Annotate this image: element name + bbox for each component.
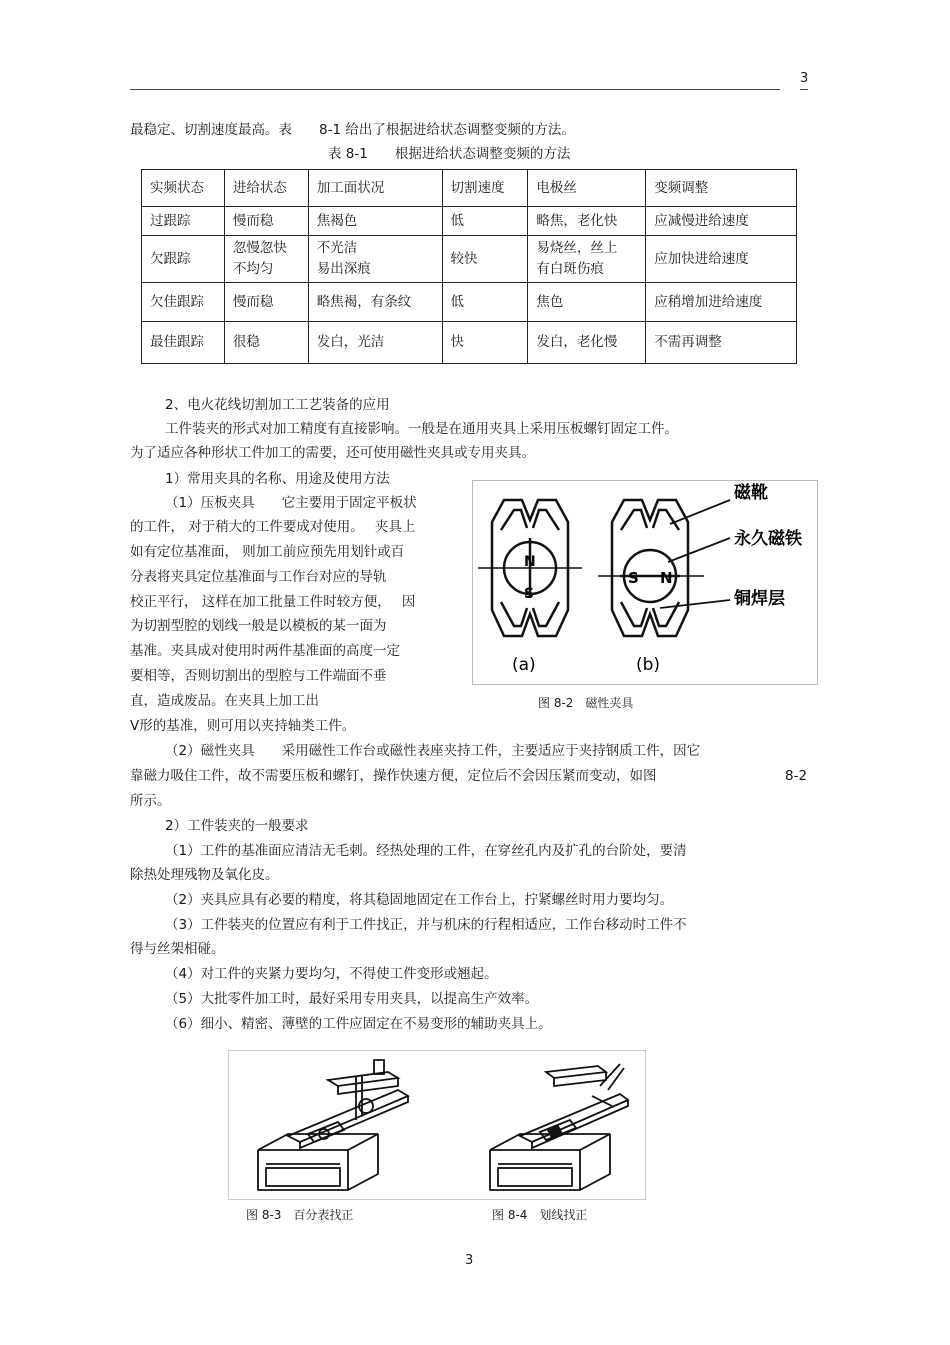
table-row [142, 207, 797, 236]
paragraph-line: 的工件， 对于稍大的工件要成对使用。 夹具上 [130, 519, 416, 535]
table-header-cell: 切割速度 [442, 170, 528, 207]
table-row [142, 236, 797, 283]
table-cell: 应减慢进给速度 [646, 207, 797, 236]
requirement-line: （6）细小、精密、薄壁的工件应固定在不易变形的辅助夹具上。 [165, 1016, 552, 1032]
pole-n-label-a: N [524, 554, 536, 570]
header-rule [130, 89, 780, 90]
table-cell: 快 [442, 322, 528, 364]
paragraph-line: 要相等，否则切割出的型腔与工件端面不垂 [130, 668, 387, 684]
paragraph-line: 为切割型腔的划线一般是以模板的某一面为 [130, 618, 387, 634]
table-cell: 低 [442, 283, 528, 322]
section-heading: 2、电火花线切割加工工艺装备的应用 [165, 397, 390, 413]
requirement-line: 除热处理残物及氧化皮。 [130, 867, 279, 883]
table-cell: 欠跟踪 [142, 236, 225, 283]
paragraph-line: 为了适应各种形状工件加工的需要，还可使用磁性夹具或专用夹具。 [130, 445, 535, 461]
label-copper-weld: 铜焊层 [734, 589, 785, 609]
table-cell: 最佳跟踪 [142, 322, 225, 364]
table-cell: 不光洁 易出深痕 [308, 236, 442, 283]
table-cell: 较快 [442, 236, 528, 283]
table-header-row [142, 170, 797, 207]
feed-state-table [141, 169, 797, 364]
paragraph-line: 所示。 [130, 793, 171, 809]
requirement-line: （3）工件装夹的位置应有利于工件找正，并与机床的行程相适应，工作台移动时工件不 [165, 917, 687, 933]
table-cell: 欠佳跟踪 [142, 283, 225, 322]
paragraph-line: 直，造成废品。在夹具上加工出 [130, 693, 319, 709]
table-row [142, 283, 797, 322]
requirement-line: 得与丝架相碰。 [130, 941, 225, 957]
table-cell: 慢而稳 [224, 283, 308, 322]
table-cell: 略焦，老化快 [528, 207, 646, 236]
paragraph-line: 基准。夹具成对使用时两件基准面的高度一定 [130, 643, 400, 659]
clamp-b-diagram [598, 500, 730, 636]
paragraph-line: （1）压板夹具 它主要用于固定平板状 [165, 495, 417, 511]
table-cell: 不需再调整 [646, 322, 797, 364]
paragraph-line: （2）磁性夹具 采用磁性工作台或磁性表座夹持工件，主要适应于夹持钢质工件，因它 [165, 743, 701, 759]
table-caption: 表 8-1 根据进给状态调整变频的方法 [328, 146, 571, 162]
paragraph-line: V形的基准，则可用以夹持轴类工件。 [130, 718, 356, 734]
table-cell: 略焦褐，有条纹 [308, 283, 442, 322]
table-cell: 慢而稳 [224, 207, 308, 236]
header-page-number: 3 [800, 71, 809, 86]
dial-indicator-setup-drawing [258, 1060, 408, 1190]
table-header-cell: 实频状态 [142, 170, 225, 207]
table-cell: 很稳 [224, 322, 308, 364]
pole-s-label-b: S [628, 569, 639, 587]
figure-8-4-caption: 图 8-4 划线找正 [492, 1208, 588, 1222]
pole-n-label-b: N [660, 569, 673, 587]
paragraph-line: 靠磁力吸住工件，故不需要压板和螺钉，操作快速方便，定位后不会因压紧而变动，如图 [130, 768, 657, 784]
table-cell: 易烧丝，丝上 有白斑伤痕 [528, 236, 646, 283]
requirement-line: （2）夹具应具有必要的精度，将其稳固地固定在工作台上，拧紧螺丝时用力要均匀。 [165, 892, 674, 908]
table-cell: 忽慢忽快 不均匀 [224, 236, 308, 283]
table-header-cell: 变频调整 [646, 170, 797, 207]
intro-line: 最稳定、切割速度最高。表 8-1 给出了根据进给状态调整变频的方法。 [130, 122, 575, 138]
table-header-cell: 电极丝 [528, 170, 646, 207]
table-header-cell: 加工面状况 [308, 170, 442, 207]
table-cell: 焦褐色 [308, 207, 442, 236]
requirement-line: （4）对工件的夹紧力要均匀，不得使工件变形或翘起。 [165, 966, 498, 982]
table-cell: 低 [442, 207, 528, 236]
subheading: 2）工件装夹的一般要求 [165, 818, 309, 834]
figure-8-3-caption: 图 8-3 百分表找正 [246, 1208, 354, 1222]
table-cell: 过跟踪 [142, 207, 225, 236]
paragraph-line: 校正平行， 这样在加工批量工件时较方便， 因 [130, 594, 416, 610]
label-a: (a) [512, 655, 536, 675]
figure-8-2-caption: 图 8-2 磁性夹具 [538, 696, 634, 710]
subheading: 1）常用夹具的名称、用途及使用方法 [165, 471, 390, 487]
paragraph-line: 分表将夹具定位基准面与工作台对应的导轨 [130, 569, 387, 585]
paragraph-line: 如有定位基准面， 则加工前应预先用划针或百 [130, 544, 405, 560]
label-boot: 磁靴 [734, 483, 768, 503]
scribe-line-setup-drawing [490, 1064, 628, 1190]
requirement-line: （5）大批零件加工时，最好采用专用夹具，以提高生产效率。 [165, 991, 539, 1007]
table-cell: 应稍增加进给速度 [646, 283, 797, 322]
table-row [142, 322, 797, 364]
figure-reference: 8-2 [785, 768, 808, 784]
table-header-cell: 进给状态 [224, 170, 308, 207]
alignment-figures [228, 1050, 646, 1200]
table-cell: 发白，光洁 [308, 322, 442, 364]
requirement-line: （1）工件的基准面应清洁无毛刺。经热处理的工件，在穿丝孔内及扩孔的台阶处，要清 [165, 843, 687, 859]
label-b: (b) [636, 655, 661, 675]
magnetic-clamp-figure [472, 480, 818, 685]
paragraph-line: 工件装夹的形式对加工精度有直接影响。一般是在通用夹具上采用压板螺钉固定工件。 [165, 421, 678, 437]
table-cell: 应加快进给速度 [646, 236, 797, 283]
header-rule-short [800, 89, 808, 90]
footer-page-number: 3 [465, 1253, 474, 1268]
table-cell: 焦色 [528, 283, 646, 322]
label-permanent-magnet: 永久磁铁 [734, 529, 802, 549]
pole-s-label-a: S [524, 586, 535, 602]
table-cell: 发白，老化慢 [528, 322, 646, 364]
